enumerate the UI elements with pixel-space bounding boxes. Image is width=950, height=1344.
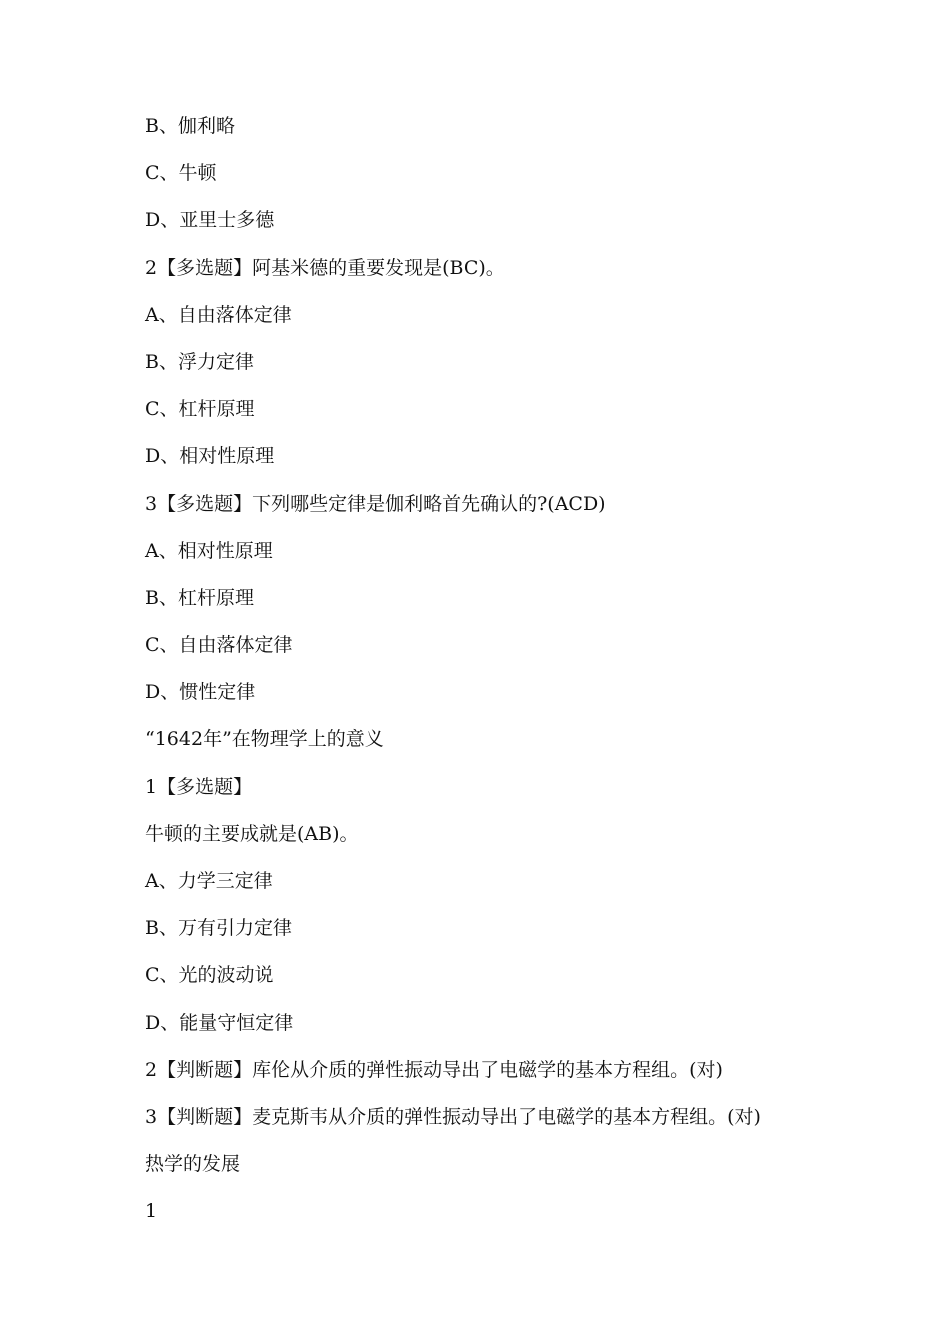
document-body [145,111,905,1244]
option-line: D、亚里士多德 [145,209,275,232]
option-line: A、相对性原理 [145,539,273,562]
option-line: A、力学三定律 [145,870,273,892]
option-line: C、牛顿 [145,162,217,185]
question-text: 牛顿的主要成就是(AB)。 [145,822,359,845]
option-line: A、自由落体定律 [145,303,292,326]
option-line: D、惯性定律 [145,681,256,704]
question-line: 3【判断题】麦克斯韦从介质的弹性振动导出了电磁学的基本方程组。(对) [145,1105,761,1128]
option-line: D、相对性原理 [145,445,275,468]
section-heading: 热学的发展 [145,1153,241,1176]
option-line: B、浮力定律 [145,350,254,373]
question-line: 3【多选题】下列哪些定律是伽利略首先确认的?(ACD) [145,492,606,515]
option-line: C、杠杆原理 [145,398,255,421]
question-line: 2【判断题】库伦从介质的弹性振动导出了电磁学的基本方程组。(对) [145,1058,723,1081]
question-line: 2【多选题】阿基米德的重要发现是(BC)。 [145,256,505,279]
option-line: B、伽利略 [145,115,235,137]
option-line: D、能量守恒定律 [145,1011,294,1034]
question-line: 1【多选题】 [145,775,253,798]
section-heading: “1642年”在物理学上的意义 [145,728,384,751]
option-line: C、自由落体定律 [145,634,293,657]
option-line: B、万有引力定律 [145,917,292,940]
option-line: C、光的波动说 [145,964,274,987]
option-line: B、杠杆原理 [145,586,254,609]
question-number: 1 [145,1200,158,1223]
